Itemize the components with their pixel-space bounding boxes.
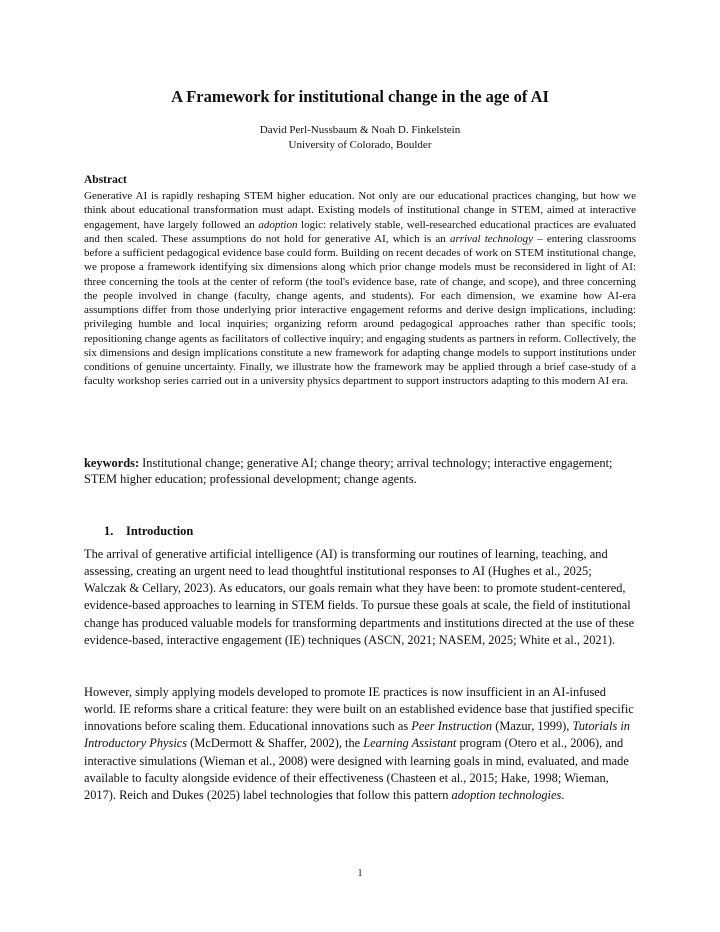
author-affiliation: University of Colorado, Boulder: [288, 139, 432, 151]
intro-paragraph-2: [84, 684, 636, 804]
paragraph-emphasis: adoption technologies: [451, 787, 562, 802]
abstract-text-part: – entering classrooms before a sufficient pedagogical evidence base could form. Building on recent decades of work on STEM institutional change, we propose a framework identifying six dimensions along which prior change models must be reconsidered in light of AI: three concerning the tools at the center of reform (the tool's evidence base, rate of change, and scope), and three concerning the people involved in change (faculty, change agents, and students). For each dimension, we examine how AI-era assumptions differ from those underlying prior interactive engagement reforms and derive design implications, including: privileging humble and local inquiries; organizing reform around pedagogical approaches rather than specific tools; repositioning change agents as facilitators of collective inquiry; and engaging students as partners in reform. Collectively, the six dimensions and design implications constitute a new framework for adapting change models to support institutions under conditions of genuine uncertainty. Finally, we illustrate how the framework may be applied through a brief case-study of a faculty workshop series carried out in a university physics department to support instructors adapting to this modern AI era.: [84, 232, 636, 388]
intro-paragraph-1: The arrival of generative artificial intelligence (AI) is transforming our routines of learning, teaching, and assessing, creating an urgent need to lead thoughtful institutional responses to AI (Hughes et al., 2025; Walczak & Cellary, 2023). As educators, our goals remain what they have been: to promote student-centered, evidence-based approaches to learning in STEM fields. To pursue these goals at scale, the field of institutional change has produced valuable models for transforming departments and institutions directed at the use of these evidence-based, interactive engagement (IE) techniques (ASCN, 2021; NASEM, 2025; White et al., 2021).: [84, 547, 635, 647]
paper-title: A Framework for institutional change in the age of AI: [171, 87, 549, 106]
abstract-section: [84, 173, 636, 389]
paragraph-emphasis: Tutorials in Introductory Physics: [84, 719, 630, 751]
abstract-text-part: logic: relatively stable, well-researched educational practices are evaluated and then scaled. These assumptions do not hold for generative AI, which is an: [84, 218, 637, 245]
abstract-emphasis: arrival technology: [449, 232, 533, 245]
abstract-text-part: Generative AI is rapidly reshaping STEM higher education. Not only are our educational practices changing, but how we think about educational transformation must adapt. Existing models of institutional change in STEM, aimed at interactive engagement, have largely followed an: [84, 190, 636, 231]
paragraph-text-part: program (Otero et al., 2006), and interactive simulations (Wieman et al., 2008) were designed with learning goals in mind, evaluated, and made available to faculty alongside evidence of their effectiveness (Chasteen et al., 2015; Hake, 1998; Wieman, 2017). Reich and Dukes (2025) label technologies that follow this pattern: [84, 736, 629, 802]
paragraph-text-part: .: [561, 787, 565, 802]
abstract-emphasis: adoption: [258, 218, 298, 231]
keywords-line: [84, 455, 636, 487]
author-block: [0, 123, 720, 153]
keywords-text: Institutional change; generative AI; change theory; arrival technology; interactive engagement; STEM higher education; professional development; change agents.: [84, 456, 613, 486]
section-number: 1.: [104, 524, 114, 538]
author-names: David Perl-Nussbaum & Noah D. Finkelstein: [259, 124, 461, 136]
section-heading-introduction: [104, 523, 193, 539]
section-title: Introduction: [126, 524, 194, 538]
paragraph-text-part: (Mazur, 1999),: [492, 719, 573, 734]
paragraph-text-part: However, simply applying models developed to promote IE practices is now insufficient in an AI-infused world. IE reforms share a critical feature: they were built on an established evidence base that justified specific innovations before scaling them. Educational innovations such as: [84, 685, 634, 734]
page-number: 1: [357, 868, 363, 879]
paragraph-emphasis: Learning Assistant: [363, 736, 457, 751]
paragraph-emphasis: Peer Instruction: [411, 719, 493, 734]
paragraph-text-part: (McDermott & Shaffer, 2002), the: [187, 736, 364, 751]
keywords-label: keywords:: [84, 456, 140, 470]
abstract-text: [84, 189, 636, 389]
abstract-heading: Abstract: [84, 174, 127, 186]
